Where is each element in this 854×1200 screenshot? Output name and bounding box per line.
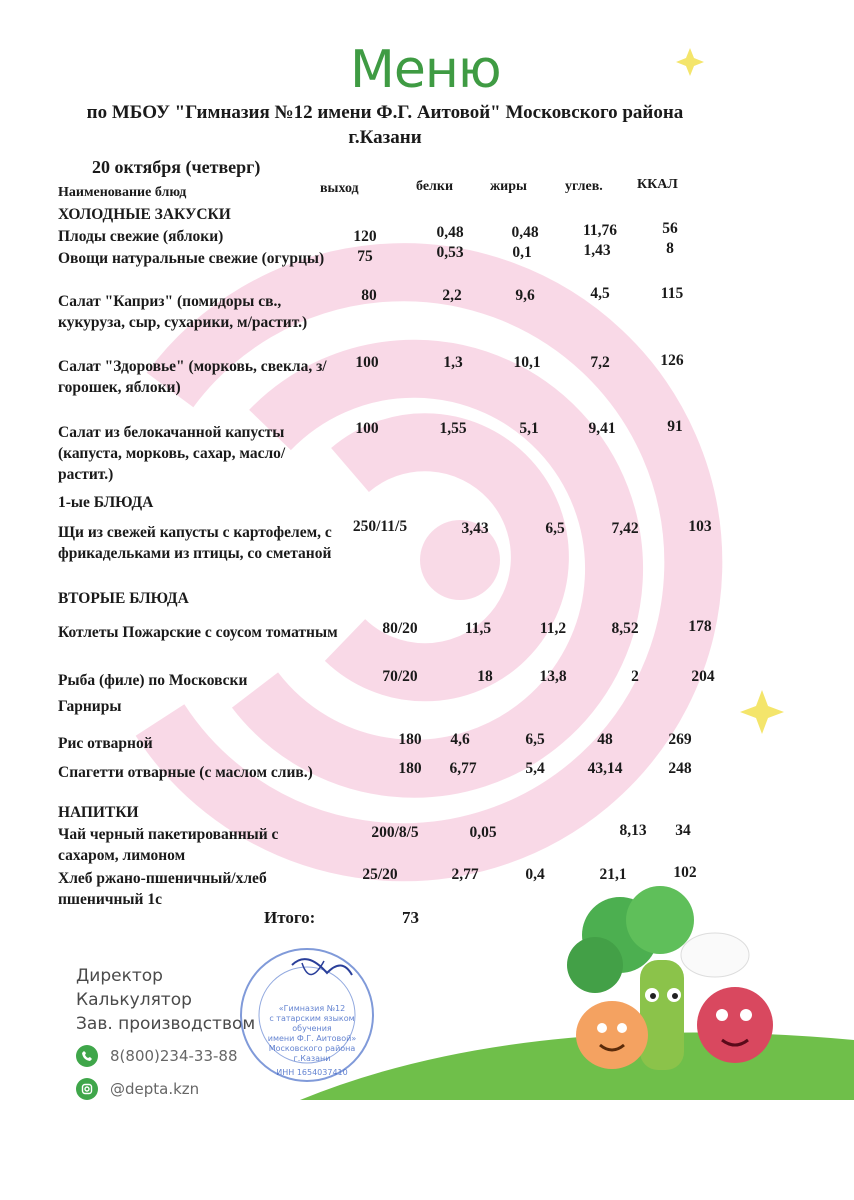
dish-carbs: 1,43 (583, 242, 611, 259)
dish-fat: 6,5 (525, 731, 545, 748)
dish-yield: 120 (353, 228, 377, 245)
dish-protein: 0,48 (436, 224, 464, 241)
dish-yield: 100 (355, 354, 379, 371)
dish-name: Рыба (филе) по Московски (58, 672, 248, 689)
dish-name: Котлеты Пожарские с соусом томатным (58, 624, 338, 641)
col-header-name: Наименование блюд (58, 185, 187, 200)
dish-fat: 0,1 (512, 244, 532, 261)
dish-fat: 5,4 (525, 760, 545, 777)
dish-name: Салат "Здоровье" (морковь, свекла, з/горошек, яблоки) (58, 358, 327, 396)
school-heading: по МБОУ "Гимназия №12 имени Ф.Г. Аитовой" Московского района (86, 102, 684, 123)
instagram-contact[interactable] (76, 1078, 199, 1100)
city-heading: г.Казани (348, 127, 422, 148)
dish-protein: 3,43 (461, 520, 489, 537)
dish-yield: 250/11/5 (352, 518, 408, 535)
dish-yield: 75 (357, 248, 373, 265)
total-value: 73 (402, 908, 419, 927)
dish-fat: 11,2 (539, 620, 567, 637)
calculator-label: Калькулятор (76, 990, 192, 1010)
dish-fat: 0,48 (511, 224, 539, 241)
menu-title: Меню (350, 40, 501, 100)
dish-name: Овощи натуральные свежие (огурцы) (58, 250, 325, 267)
dish-yield: 200/8/5 (371, 824, 419, 841)
dish-carbs: 8,13 (619, 822, 647, 839)
dish-yield: 180 (398, 731, 422, 748)
section-sides: Гарниры (58, 698, 122, 715)
dish-kcal: 34 (675, 822, 691, 839)
dish-carbs: 48 (597, 731, 613, 748)
stamp-text (252, 1004, 372, 1078)
dish-carbs: 7,42 (611, 520, 639, 537)
dish-protein: 11,5 (464, 620, 492, 637)
dish-kcal: 269 (668, 731, 692, 748)
dish-yield: 180 (398, 760, 422, 777)
dish-kcal: 204 (691, 668, 715, 685)
stamp-line: имени Ф.Г. Аитовой» (267, 1034, 357, 1043)
dish-fat: 6,5 (545, 520, 565, 537)
dish-name: Чай черный пакетированный с сахаром, лимоном (58, 826, 279, 864)
col-header-fat: жиры (490, 179, 527, 194)
dish-fat: 5,1 (519, 420, 539, 437)
dish-carbs: 9,41 (588, 420, 616, 437)
dish-name: Салат из белокачанной капусты (капуста, морковь, сахар, масло/растит.) (58, 424, 286, 483)
director-label: Директор (76, 966, 163, 986)
stamp-line: г.Казани (293, 1054, 331, 1063)
dish-carbs: 11,76 (582, 222, 618, 239)
total-label: Итого: (264, 908, 316, 927)
dish-kcal: 56 (662, 220, 678, 237)
dish-kcal: 126 (660, 352, 684, 369)
dish-name: Салат "Каприз" (помидоры св., кукуруза, сыр, сухарики, м/растит.) (58, 293, 308, 331)
dish-fat: 9,6 (515, 287, 535, 304)
dish-carbs: 8,52 (611, 620, 639, 637)
dish-protein: 0,53 (436, 244, 464, 261)
dish-protein: 2,77 (451, 866, 479, 883)
dish-kcal: 102 (673, 864, 697, 881)
col-header-carbs: углев. (565, 179, 603, 194)
section-first: 1-ые БЛЮДА (58, 494, 154, 511)
production-label: Зав. производством (76, 1014, 256, 1034)
dish-carbs: 21,1 (599, 866, 627, 883)
section-drinks: НАПИТКИ (58, 804, 139, 821)
dish-fat: 10,1 (513, 354, 541, 371)
stamp-line: Московского района (268, 1044, 356, 1053)
dish-kcal: 115 (660, 285, 684, 302)
dish-protein: 1,55 (439, 420, 467, 437)
phone-contact[interactable] (76, 1045, 238, 1067)
dish-protein: 1,3 (443, 354, 463, 371)
onion-illustration (576, 1001, 648, 1069)
section-cold: ХОЛОДНЫЕ ЗАКУСКИ (58, 206, 231, 223)
phone-number: 8(800)234-33-88 (110, 1047, 238, 1065)
stamp-line: с татарским языком обучения (269, 1014, 355, 1033)
dish-protein: 6,77 (449, 760, 477, 777)
instagram-handle: @depta.kzn (110, 1080, 200, 1098)
dish-kcal: 8 (666, 240, 674, 257)
instagram-icon (76, 1078, 98, 1100)
dish-yield: 80/20 (382, 620, 418, 637)
dish-protein: 18 (477, 668, 493, 685)
col-header-kcal: ККАЛ (637, 177, 678, 192)
dish-fat: 0,4 (525, 866, 545, 883)
dish-carbs: 7,2 (590, 354, 610, 371)
dish-carbs: 2 (631, 668, 639, 685)
dish-name: Плоды свежие (яблоки) (58, 228, 224, 245)
section-second: ВТОРЫЕ БЛЮДА (58, 590, 189, 607)
menu-date: 20 октября (четверг) (92, 157, 261, 177)
dish-name: Щи из свежей капусты с картофелем, с фрикадельками из птицы, со сметаной (58, 524, 332, 562)
stamp-line: «Гимназия №12 (278, 1004, 346, 1013)
dish-carbs: 43,14 (587, 760, 623, 777)
dish-name: Хлеб ржано-пшеничный/хлеб пшеничный 1с (58, 870, 267, 908)
dish-kcal: 248 (668, 760, 692, 777)
dish-yield: 100 (355, 420, 379, 437)
dish-kcal: 91 (667, 418, 683, 435)
dish-kcal: 103 (688, 518, 712, 535)
dish-yield: 25/20 (362, 866, 398, 883)
dish-kcal: 178 (688, 618, 712, 635)
stamp-inn: ИНН 1654037410 (276, 1068, 348, 1077)
dish-name: Спагетти отварные (с маслом слив.) (58, 764, 313, 781)
dish-name: Рис отварной (58, 735, 153, 752)
phone-icon (76, 1045, 98, 1067)
dish-protein: 0,05 (469, 824, 497, 841)
col-header-yield: выход (320, 181, 359, 196)
dish-carbs: 4,5 (590, 285, 610, 302)
dish-yield: 70/20 (382, 668, 418, 685)
dish-protein: 4,6 (450, 731, 470, 748)
dish-protein: 2,2 (442, 287, 462, 304)
dish-fat: 13,8 (539, 668, 567, 685)
dish-yield: 80 (361, 287, 377, 304)
col-header-protein: белки (416, 179, 454, 194)
